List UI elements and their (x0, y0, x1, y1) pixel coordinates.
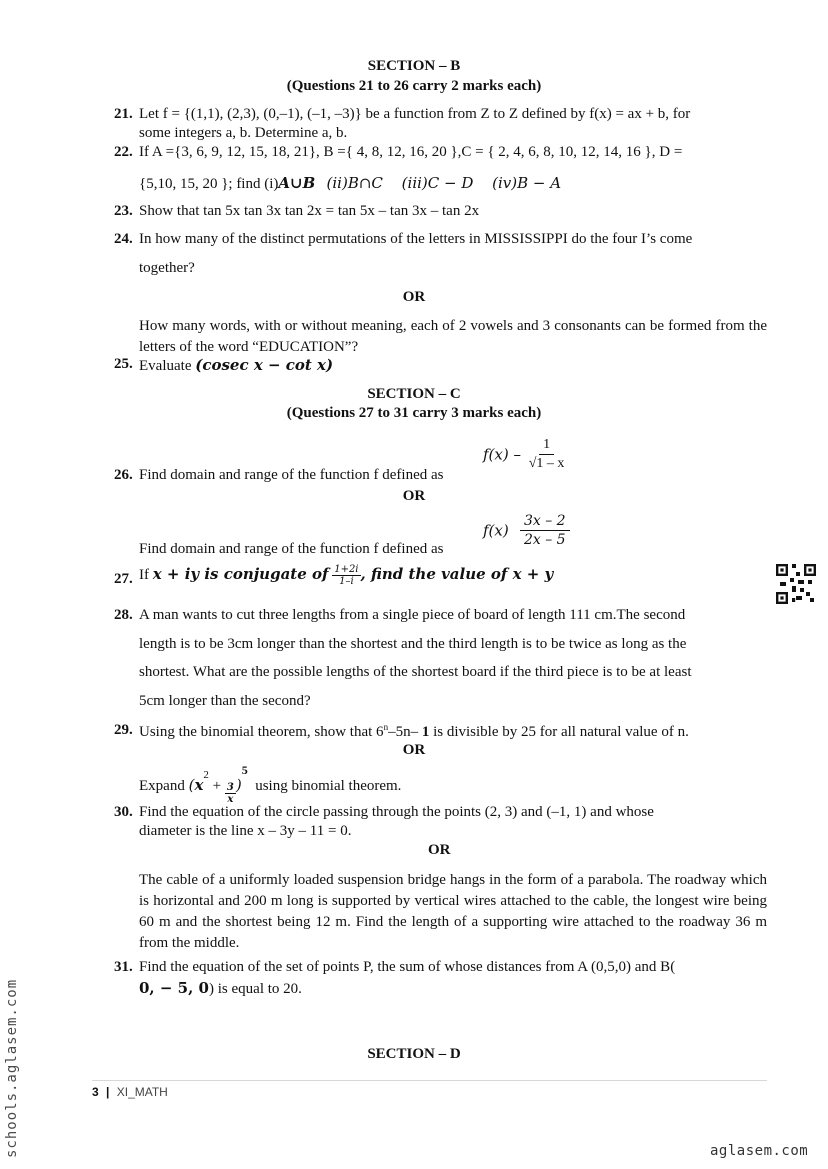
q24-or: OR (402, 289, 426, 305)
q31-number: 31. (114, 959, 133, 975)
q22-part-ii: B∩C (347, 174, 383, 192)
q21-line1: Let f = {(1,1), (2,3), (0,–1), (–1, –3)} be a function from Z to Z defined by f(x) = ax + b, for (139, 106, 691, 122)
q23-number: 23. (114, 203, 133, 219)
q21-number: 21. (114, 106, 133, 122)
q27-suffix: , find the value of x + y (360, 564, 554, 583)
q26-formula-1 (483, 436, 568, 473)
q27-expression: x + iy is conjugate of (152, 564, 329, 583)
section-b-subtitle: (Questions 21 to 26 carry 2 marks each) (286, 78, 542, 94)
q29-expand-line: Expand (x2 + $\frac{3}{x}$ )5 using binomial theorem. (139, 763, 402, 805)
q28-line2: length is to be 3cm longer than the shortest and the third length is to be twice as long as the (139, 636, 687, 652)
q22-part-i: A∪B (278, 174, 316, 192)
q31-point-b: 0, − 5, 0 (139, 979, 209, 997)
q27-fraction-denominator: 1–i (339, 576, 354, 587)
q26-f1-denominator: √1 – x (528, 456, 565, 471)
q27-line (139, 564, 553, 587)
q29-fraction-numerator: 3 (226, 782, 234, 793)
q29-bold-one: 1 (421, 724, 430, 740)
q29-expand-label: Expand (139, 778, 185, 794)
q25-prefix: Evaluate (139, 358, 192, 374)
q29-superscript: n (383, 722, 389, 732)
section-d-title: SECTION – D (367, 1046, 461, 1062)
q31-rest: ) is equal to 20. (209, 981, 302, 997)
q22-part-iii-label: (iii) (401, 174, 428, 192)
q26-number: 26. (114, 467, 133, 483)
q23-text: Show that tan 5x tan 3x tan 2x = tan 5x – tan 3x – tan 2x (139, 203, 480, 219)
q26-f2-numerator: 3x – 2 (520, 512, 570, 531)
page-number: 3 (92, 1085, 99, 1099)
side-watermark: schools.aglasem.com (4, 978, 20, 1158)
q30-line2: diameter is the line x – 3y – 11 = 0. (139, 823, 352, 839)
q30-line1: Find the equation of the circle passing through the points (2, 3) and (–1, 1) and whose (139, 804, 654, 820)
footer-label: XI_MATH (116, 1085, 168, 1099)
q29-or: OR (402, 742, 426, 758)
q30-or: OR (428, 842, 451, 858)
q26-text: Find domain and range of the function f defined as (139, 467, 444, 483)
q29-term-fraction (225, 782, 236, 805)
q29-text-a: Using the binomial theorem, show that 6 (139, 724, 384, 740)
q29-fraction-denominator: x (227, 794, 234, 805)
q30-number: 30. (114, 804, 133, 820)
footer-separator: | (106, 1085, 110, 1099)
q29-text-b: –5n– (388, 724, 419, 740)
q25-number: 25. (114, 356, 133, 372)
q24-alternative: How many words, with or without meaning, each of 2 vowels and 3 consonants can be formed from the letters of the word “EDUCATION”? (139, 318, 767, 355)
q22-part-iii: C − D (427, 174, 474, 192)
q24-number: 24. (114, 231, 133, 247)
q21-line2: some integers a, b. Determine a, b. (139, 125, 348, 141)
q26-f1-numerator: 1 (539, 436, 554, 455)
q26-f2-denominator: 2x – 5 (523, 532, 566, 548)
q31-line1: Find the equation of the set of points P, the sum of whose distances from A (0,5,0) and B( (139, 959, 676, 975)
q22-line1: If A ={3, 6, 9, 12, 15, 18, 21}, B ={ 4, 8, 12, 16, 20 },C = { 2, 4, 6, 8, 10, 12, 14, 16 }, D = (139, 144, 683, 160)
q29-term-square: 2 (203, 769, 209, 781)
q25-line (139, 356, 333, 375)
q29-plus: + (212, 778, 222, 794)
qr-code-icon (776, 564, 816, 604)
q22-part-iv-label: (iv) (492, 174, 518, 192)
q29-number: 29. (114, 722, 133, 738)
q22-number: 22. (114, 144, 133, 160)
q27-fraction (332, 564, 360, 587)
q26-f2-lhs: f(x) (483, 521, 509, 540)
section-c-title: SECTION – C (367, 386, 461, 402)
q26-or: OR (402, 488, 426, 504)
q28-line1: A man wants to cut three lengths from a single piece of board of length 111 cm.The second (139, 607, 686, 623)
q26-f1-fraction (525, 436, 569, 473)
section-c-subtitle: (Questions 27 to 31 carry 3 marks each) (286, 405, 542, 421)
section-b-title: SECTION – B (367, 58, 461, 74)
q27-prefix: If (139, 566, 149, 583)
q28-line4: 5cm longer than the second? (139, 693, 311, 709)
bottom-watermark: aglasem.com (710, 1143, 809, 1159)
q26-formula-2 (483, 512, 570, 549)
q27-fraction-numerator: 1+2i (334, 564, 359, 575)
q29-power: 5 (241, 763, 248, 777)
q22-line2 (139, 174, 561, 193)
q26-f1-lhs: f(x) – (483, 445, 521, 464)
q26-f2-fraction (520, 512, 570, 549)
q24-line2: together? (139, 260, 195, 276)
q24-line1: In how many of the distinct permutations of the letters in MISSISSIPPI do the four I’s come (139, 231, 693, 247)
q29-expand-tail: using binomial theorem. (255, 778, 402, 794)
q28-number: 28. (114, 607, 133, 623)
q22-part-iv: B − A (517, 174, 562, 192)
q27-number: 27. (114, 571, 133, 587)
page-footer (92, 1085, 168, 1099)
q25-expression: (cosec x − cot x) (195, 356, 334, 374)
q29-text-c: is divisible by 25 for all natural value of n. (433, 724, 689, 740)
footer-divider (92, 1080, 767, 1081)
q31-line2 (139, 979, 302, 998)
q29-term-x: x (194, 776, 204, 794)
q28-line3: shortest. What are the possible lengths of the shortest board if the third piece is to be at least (139, 664, 692, 680)
q30-alternative: The cable of a uniformly loaded suspension bridge hangs in the form of a parabola. The roadway which is horizontal and 200 m long is supported by vertical wires attached to the cable, the longest wire being 60 m and the shortest being 12 m. Find the length of a supporting wire attached to the roadway 36 m from the middle. (139, 872, 767, 951)
q22-sets-text: {5,10, 15, 20 }; find (i) (139, 176, 279, 192)
q22-part-ii-label: (ii) (326, 174, 348, 192)
q29-line (139, 722, 689, 741)
q26-text-2: Find domain and range of the function f defined as (139, 541, 444, 557)
